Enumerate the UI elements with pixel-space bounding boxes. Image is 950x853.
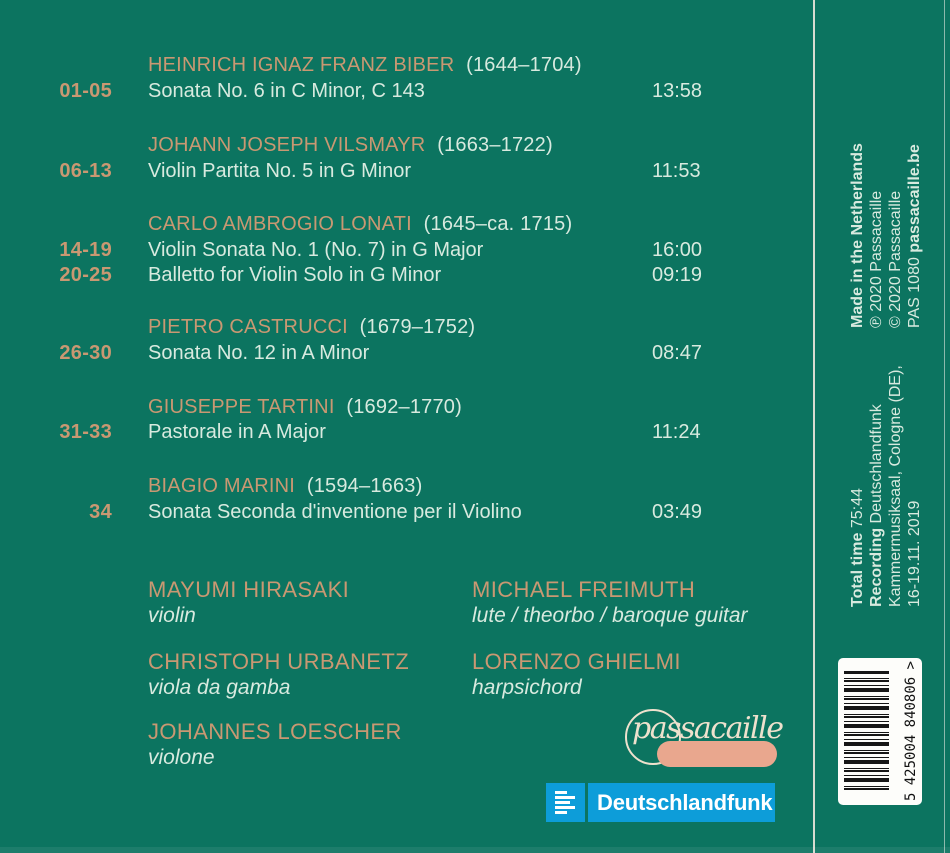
barcode bbox=[838, 658, 922, 805]
venue-line: Kammermusiksaal, Cologne (DE), bbox=[887, 365, 904, 607]
spine-publishing-info bbox=[848, 98, 924, 328]
performer-instrument: lute / theorbo / baroque guitar bbox=[472, 604, 748, 627]
composer-dates: (1644–1704) bbox=[466, 54, 582, 76]
track-title: Pastorale in A Major bbox=[148, 421, 326, 443]
deutschlandfunk-icon bbox=[546, 783, 585, 822]
track-row bbox=[0, 264, 950, 290]
barcode-number: 5 425004 840806 > bbox=[903, 661, 919, 801]
copyright-line: © 2020 Passacaille bbox=[887, 190, 904, 328]
track-row bbox=[0, 421, 950, 447]
composer-dates: (1663–1722) bbox=[437, 134, 553, 156]
track-row bbox=[0, 501, 950, 527]
composer-dates: (1645–ca. 1715) bbox=[423, 213, 573, 235]
composer-name: BIAGIO MARINI bbox=[148, 475, 296, 497]
barcode-bars bbox=[844, 671, 889, 790]
track-duration: 09:19 bbox=[652, 264, 703, 286]
deutschlandfunk-logo-text: Deutschlandfunk bbox=[588, 783, 775, 822]
performer-name: MAYUMI HIRASAKI bbox=[148, 577, 350, 602]
track-duration: 08:47 bbox=[652, 342, 703, 364]
performer-instrument: violin bbox=[148, 604, 196, 627]
composer-heading bbox=[148, 134, 553, 157]
track-numbers: 34 bbox=[89, 501, 112, 523]
composer-heading bbox=[148, 396, 462, 419]
composer-heading bbox=[148, 475, 422, 498]
track-title: Violin Partita No. 5 in G Minor bbox=[148, 160, 412, 182]
recording-line: Recording Deutschlandfunk bbox=[868, 404, 885, 607]
performer-instrument: harpsichord bbox=[472, 676, 582, 699]
track-row bbox=[0, 80, 950, 106]
composer-heading bbox=[148, 54, 582, 77]
track-numbers: 06-13 bbox=[59, 160, 112, 182]
performer-instrument: violone bbox=[148, 746, 215, 769]
track-row bbox=[0, 342, 950, 368]
track-row bbox=[0, 160, 950, 186]
right-edge-line bbox=[944, 0, 945, 853]
composer-name: GIUSEPPE TARTINI bbox=[148, 396, 335, 418]
composer-name: HEINRICH IGNAZ FRANZ BIBER bbox=[148, 54, 455, 76]
composer-heading bbox=[148, 213, 572, 236]
track-title: Sonata No. 6 in C Minor, C 143 bbox=[148, 80, 425, 102]
bottom-edge-strip bbox=[0, 847, 950, 853]
track-duration: 13:58 bbox=[652, 80, 703, 102]
track-title: Balletto for Violin Solo in G Minor bbox=[148, 264, 442, 286]
phono-line: ℗ 2020 Passacaille bbox=[868, 190, 885, 328]
composer-dates: (1692–1770) bbox=[346, 396, 462, 418]
composer-heading bbox=[148, 316, 475, 339]
track-duration: 16:00 bbox=[652, 239, 703, 261]
track-title: Sonata Seconda d'inventione per il Violino bbox=[148, 501, 522, 523]
catalog-line: PAS 1080 passacaille.be bbox=[906, 144, 923, 328]
barcode-suffix: > bbox=[903, 661, 919, 670]
track-title: Sonata No. 12 in A Minor bbox=[148, 342, 370, 364]
track-duration: 11:53 bbox=[652, 160, 701, 182]
composer-dates: (1594–1663) bbox=[306, 475, 423, 497]
composer-name: CARLO AMBROGIO LONATI bbox=[148, 213, 412, 235]
track-numbers: 26-30 bbox=[59, 342, 112, 364]
composer-dates: (1679–1752) bbox=[359, 316, 476, 338]
catalog-site: passacaille.be bbox=[906, 144, 923, 253]
spine-divider-line bbox=[813, 0, 815, 853]
made-in-line: Made in the Netherlands bbox=[849, 143, 866, 328]
track-row bbox=[0, 239, 950, 265]
track-numbers: 20-25 bbox=[59, 264, 112, 286]
track-numbers: 14-19 bbox=[59, 239, 112, 261]
total-time-line: Total time 75:44 bbox=[849, 488, 866, 607]
composer-name: PIETRO CASTRUCCI bbox=[148, 316, 348, 338]
track-numbers: 01-05 bbox=[59, 80, 112, 102]
recording-dates-line: 16-19.11. 2019 bbox=[906, 500, 923, 607]
performer-name: JOHANNES LOESCHER bbox=[148, 719, 402, 744]
track-duration: 03:49 bbox=[652, 501, 703, 523]
passacaille-logo-text: passacaille bbox=[632, 711, 783, 746]
performer-name: LORENZO GHIELMI bbox=[472, 649, 681, 674]
track-duration: 11:24 bbox=[652, 421, 701, 443]
performer-instrument: viola da gamba bbox=[148, 676, 291, 699]
performer-name: CHRISTOPH URBANETZ bbox=[148, 649, 410, 674]
composer-name: JOHANN JOSEPH VILSMAYR bbox=[148, 134, 426, 156]
spine-recording-info bbox=[848, 365, 924, 607]
track-numbers: 31-33 bbox=[59, 421, 112, 443]
performer-name: MICHAEL FREIMUTH bbox=[472, 577, 696, 602]
track-title: Violin Sonata No. 1 (No. 7) in G Major bbox=[148, 239, 484, 261]
